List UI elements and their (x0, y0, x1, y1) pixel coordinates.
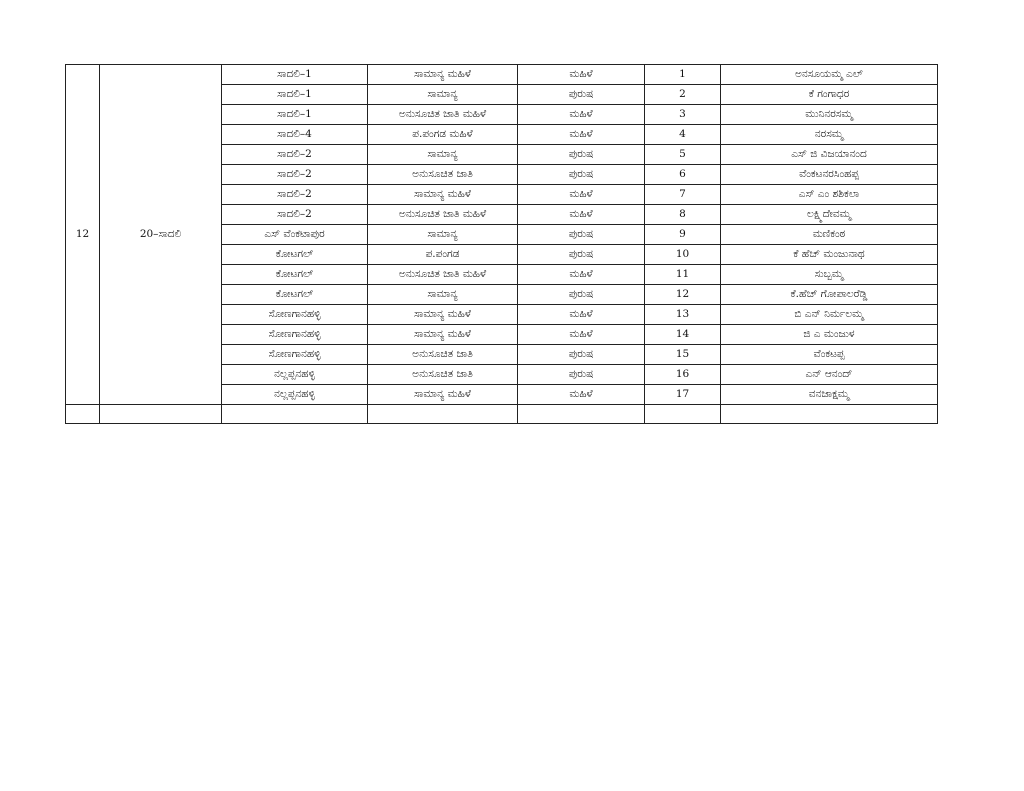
ward-number-cell: 5 (645, 145, 721, 165)
member-name-cell: ನರಸಮ್ಮ (721, 125, 938, 145)
village-cell: ಸಾದಲಿ–2 (222, 165, 368, 185)
ward-number-cell: 11 (645, 265, 721, 285)
ward-number-cell: 16 (645, 365, 721, 385)
category-cell: ಅನುಸೂಚಿತ ಜಾತಿ ಮಹಿಳೆ (368, 205, 518, 225)
empty-cell (100, 405, 222, 424)
village-cell: ಸಾದಲಿ–1 (222, 65, 368, 85)
ward-number-cell: 10 (645, 245, 721, 265)
member-name-cell: ಎಸ್ ಎಂ ಶಶಿಕಲಾ (721, 185, 938, 205)
village-cell: ಸೋಣಗಾನಹಳ್ಳಿ (222, 345, 368, 365)
ward-number-cell: 7 (645, 185, 721, 205)
category-cell: ಸಾಮಾನ್ಯ ಮಹಿಳೆ (368, 385, 518, 405)
ward-number-cell: 6 (645, 165, 721, 185)
category-cell: ಸಾಮಾನ್ಯ (368, 85, 518, 105)
members-table (65, 64, 938, 424)
member-name-cell: ಸುಬ್ಬಮ್ಮ (721, 265, 938, 285)
empty-cell (721, 405, 938, 424)
empty-cell (222, 405, 368, 424)
gender-cell: ಮಹಿಳೆ (518, 125, 645, 145)
gender-cell: ಮಹಿಳೆ (518, 65, 645, 85)
member-name-cell: ವೆಂಕಟಪ್ಪ (721, 345, 938, 365)
gender-cell: ಪುರುಷ (518, 345, 645, 365)
category-cell: ಪ.ಪಂಗಡ ಮಹಿಳೆ (368, 125, 518, 145)
ward-number-cell: 2 (645, 85, 721, 105)
empty-cell (66, 405, 100, 424)
ward-number-cell: 15 (645, 345, 721, 365)
ward-number-cell: 4 (645, 125, 721, 145)
village-cell: ನಲ್ಲಪ್ಪನಹಳ್ಳಿ (222, 365, 368, 385)
gender-cell: ಪುರುಷ (518, 145, 645, 165)
gender-cell: ಪುರುಷ (518, 365, 645, 385)
village-cell: ಸಾದಲಿ–1 (222, 105, 368, 125)
village-cell: ಎಸ್ ವೆಂಕಟಾಪುರ (222, 225, 368, 245)
village-cell: ಕೋಟಗಲ್ (222, 245, 368, 265)
member-name-cell: ವೆಂಕಟನರಸಿಂಹಪ್ಪ (721, 165, 938, 185)
gender-cell: ಮಹಿಳೆ (518, 305, 645, 325)
member-name-cell: ಅನಸೂಯಮ್ಮ ಎಲ್ (721, 65, 938, 85)
member-name-cell: ಮುನಿನರಸಮ್ಮ (721, 105, 938, 125)
category-cell: ಅನುಸೂಚಿತ ಜಾತಿ (368, 365, 518, 385)
village-cell: ನಲ್ಲಪ್ಪನಹಳ್ಳಿ (222, 385, 368, 405)
ward-number-cell: 12 (645, 285, 721, 305)
member-name-cell: ಬಿ ಎನ್ ನಿರ್ಮಲಮ್ಮ (721, 305, 938, 325)
category-cell: ಸಾಮಾನ್ಯ ಮಹಿಳೆ (368, 325, 518, 345)
member-name-cell: ಎಸ್ ಜಿ ವಿಜಯಾನಂದ (721, 145, 938, 165)
village-cell: ಸಾದಲಿ–2 (222, 185, 368, 205)
member-name-cell: ಜಿ ಎ ಮಂಜುಳ (721, 325, 938, 345)
village-cell: ಸೋಣಗಾನಹಳ್ಳಿ (222, 325, 368, 345)
category-cell: ಅನುಸೂಚಿತ ಜಾತಿ ಮಹಿಳೆ (368, 265, 518, 285)
category-cell: ಸಾಮಾನ್ಯ (368, 225, 518, 245)
village-cell: ಸಾದಲಿ–1 (222, 85, 368, 105)
serial-number-cell: 12 (66, 65, 100, 405)
category-cell: ಅನುಸೂಚಿತ ಜಾತಿ (368, 165, 518, 185)
ward-number-cell: 13 (645, 305, 721, 325)
gender-cell: ಪುರುಷ (518, 245, 645, 265)
panchayat-cell: 20–ಸಾದಲಿ (100, 65, 222, 405)
empty-cell (645, 405, 721, 424)
member-name-cell: ಕೆ ಹೆಚ್ ಮಂಜುನಾಥ (721, 245, 938, 265)
gender-cell: ಪುರುಷ (518, 85, 645, 105)
empty-cell (518, 405, 645, 424)
category-cell: ಅನುಸೂಚಿತ ಜಾತಿ ಮಹಿಳೆ (368, 105, 518, 125)
table-row (66, 65, 938, 85)
gender-cell: ಪುರುಷ (518, 285, 645, 305)
ward-number-cell: 17 (645, 385, 721, 405)
empty-cell (368, 405, 518, 424)
category-cell: ಸಾಮಾನ್ಯ ಮಹಿಳೆ (368, 65, 518, 85)
category-cell: ಅನುಸೂಚಿತ ಜಾತಿ (368, 345, 518, 365)
member-name-cell: ಕೆ.ಹೆಚ್ ಗೋಪಾಲರೆಡ್ಡಿ (721, 285, 938, 305)
ward-number-cell: 14 (645, 325, 721, 345)
village-cell: ಸಾದಲಿ–2 (222, 205, 368, 225)
category-cell: ಪ.ಪಂಗಡ (368, 245, 518, 265)
village-cell: ಕೋಟಗಲ್ (222, 265, 368, 285)
member-name-cell: ವನಜಾಕ್ಷಮ್ಮ (721, 385, 938, 405)
gender-cell: ಮಹಿಳೆ (518, 105, 645, 125)
member-name-cell: ಎನ್ ಆನಂದ್ (721, 365, 938, 385)
gender-cell: ಮಹಿಳೆ (518, 385, 645, 405)
category-cell: ಸಾಮಾನ್ಯ (368, 145, 518, 165)
ward-number-cell: 9 (645, 225, 721, 245)
village-cell: ಕೋಟಗಲ್ (222, 285, 368, 305)
village-cell: ಸೋಣಗಾನಹಳ್ಳಿ (222, 305, 368, 325)
empty-row (66, 405, 938, 424)
ward-number-cell: 3 (645, 105, 721, 125)
member-name-cell: ಲಕ್ಷ್ಮಿದೇವಮ್ಮ (721, 205, 938, 225)
gender-cell: ಪುರುಷ (518, 225, 645, 245)
ward-number-cell: 1 (645, 65, 721, 85)
category-cell: ಸಾಮಾನ್ಯ (368, 285, 518, 305)
ward-number-cell: 8 (645, 205, 721, 225)
member-name-cell: ಮಣಿಕಂಠ (721, 225, 938, 245)
gender-cell: ಮಹಿಳೆ (518, 265, 645, 285)
table-body (66, 65, 938, 424)
gender-cell: ಮಹಿಳೆ (518, 185, 645, 205)
category-cell: ಸಾಮಾನ್ಯ ಮಹಿಳೆ (368, 185, 518, 205)
gender-cell: ಮಹಿಳೆ (518, 325, 645, 345)
member-name-cell: ಕೆ ಗಂಗಾಧರ (721, 85, 938, 105)
gender-cell: ಮಹಿಳೆ (518, 205, 645, 225)
village-cell: ಸಾದಲಿ–2 (222, 145, 368, 165)
gender-cell: ಪುರುಷ (518, 165, 645, 185)
village-cell: ಸಾದಲಿ–4 (222, 125, 368, 145)
category-cell: ಸಾಮಾನ್ಯ ಮಹಿಳೆ (368, 305, 518, 325)
